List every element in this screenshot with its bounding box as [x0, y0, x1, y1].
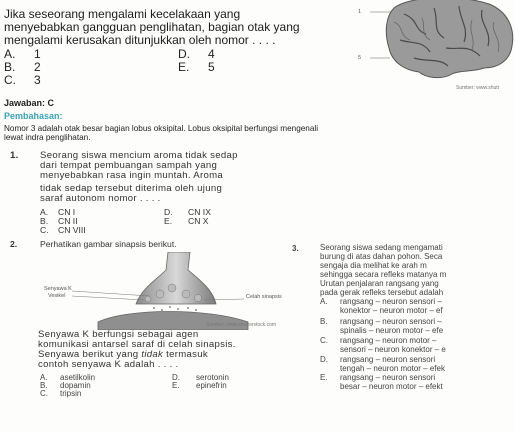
practice-q3-option-b[interactable]: B. rangsang – neuron sensori –	[320, 317, 442, 326]
practice-q3-line: sengaja dia melihat ke arah m	[320, 261, 427, 270]
practice-q1-line: Seorang siswa mencium aroma tidak sedap	[40, 150, 238, 161]
practice-q3-option-d[interactable]: D. rangsang – neuron sensori	[320, 355, 436, 364]
practice-q2-number: 2.	[10, 239, 18, 249]
brain-label-1: 1	[358, 9, 362, 15]
practice-q2-option-b[interactable]: B. dopamin	[40, 381, 91, 390]
answer: Jawaban: C	[4, 98, 55, 108]
practice-q3-option-c-cont: sensori – neuron konektor – e	[340, 345, 446, 354]
practice-q1-line: dari tempat pembuangan sampah yang	[40, 160, 218, 171]
q1-option-b[interactable]: B. 2	[4, 60, 41, 74]
question1-line1: Jika seseorang mengalami kecelakaan yang	[4, 7, 241, 21]
practice-q1-option-e[interactable]: E. CN X	[164, 216, 209, 226]
practice-q3-line: Seorang siswa sedang mengamati	[320, 243, 443, 252]
question1-line2: menyebabkan gangguan penglihatan, bagian otak yang	[4, 20, 300, 34]
practice-q3-line: sehingga secara refleks matanya m	[320, 270, 447, 279]
practice-q1-option-d[interactable]: D. CN IX	[164, 207, 211, 217]
practice-q1-line: tidak sedap tersebut diterima oleh ujung	[40, 183, 223, 194]
synapse-source: Sumber: www.shutterstock.com	[206, 322, 277, 328]
practice-q1-line: saraf autonom nomor . . . .	[40, 193, 161, 204]
q1-option-e[interactable]: E. 5	[178, 60, 215, 74]
practice-q3-line: pada gerak refleks tersebut adalah	[320, 288, 444, 297]
practice-q1-line: menyebabkan rasa ingin muntah. Aroma	[40, 170, 224, 181]
pembahasan-title: Pembahasan:	[4, 111, 63, 121]
brain-illustration	[364, 0, 515, 92]
pembahasan-line1: Nomor 3 adalah otak besar bagian lobus oksipital. Lobus oksipital berfungsi mengenali	[4, 124, 319, 133]
practice-q3-option-a[interactable]: A. rangsang – neuron sensori –	[320, 297, 442, 306]
brain-label-5: 5	[358, 55, 362, 61]
practice-q2-option-e[interactable]: E. epinefrin	[172, 381, 227, 390]
practice-q3-option-e-cont: besar – neuron motor – efekt	[340, 382, 443, 391]
practice-q3-option-b-cont: spinalis – neuron motor – efe	[340, 326, 444, 335]
practice-q3-line: burung di atas dahan pohon. Seca	[320, 252, 443, 261]
practice-q2-option-a[interactable]: A. asetilkolin	[40, 373, 96, 382]
q1-option-d[interactable]: D. 4	[178, 47, 215, 61]
practice-q2-line: Senyawa berikut yang tidak termasuk	[38, 349, 208, 360]
q1-option-a[interactable]: A. 1	[4, 47, 41, 61]
synapse-illustration	[38, 252, 296, 330]
practice-q1-option-c[interactable]: C. CN VIII	[40, 225, 86, 235]
practice-q3-option-a-cont: konektor – neuron motor – ef	[340, 306, 443, 315]
pembahasan-line2: lewat indra penglihatan.	[4, 133, 91, 142]
practice-q3-option-e[interactable]: E. rangsang – neuron sensori	[320, 373, 436, 382]
practice-q2-line: contoh senyawa K adalah . . . .	[38, 359, 179, 370]
practice-q3-option-c[interactable]: C. rangsang – neuron motor –	[320, 336, 437, 345]
practice-q3-number: 3.	[292, 244, 299, 253]
synapse-label-k: Senyawa K	[44, 286, 72, 292]
synapse-label-celah: Celah sinapsis	[246, 294, 282, 300]
practice-q2-option-d[interactable]: D. serotonin	[172, 373, 229, 382]
practice-q2-intro: Perhatikan gambar sinapsis berikut.	[40, 239, 177, 249]
brain-source: Sumber: www.shutt	[456, 85, 500, 91]
q1-option-c[interactable]: C. 3	[4, 73, 41, 87]
question1-line3: mengalami kerusakan ditunjukkan oleh nomor . . . .	[4, 33, 276, 47]
synapse-label-vesikel: Vesikel	[48, 293, 66, 299]
practice-q3-option-d-cont: tengah – neuron motor – efek	[340, 364, 445, 373]
practice-q3-line: Urutan penjalaran rangsang yang	[320, 279, 439, 288]
practice-q1-option-a[interactable]: A. CN I	[40, 207, 76, 217]
practice-q1-number: 1.	[10, 150, 19, 161]
practice-q2-line: Senyawa K berfungsi sebagai agen	[38, 329, 199, 340]
practice-q1-option-b[interactable]: B. CN II	[40, 216, 78, 226]
practice-q2-line: komunikasi antarsel saraf di celah sinapsis.	[38, 339, 236, 350]
practice-q2-option-c[interactable]: C. tripsin	[40, 389, 82, 398]
